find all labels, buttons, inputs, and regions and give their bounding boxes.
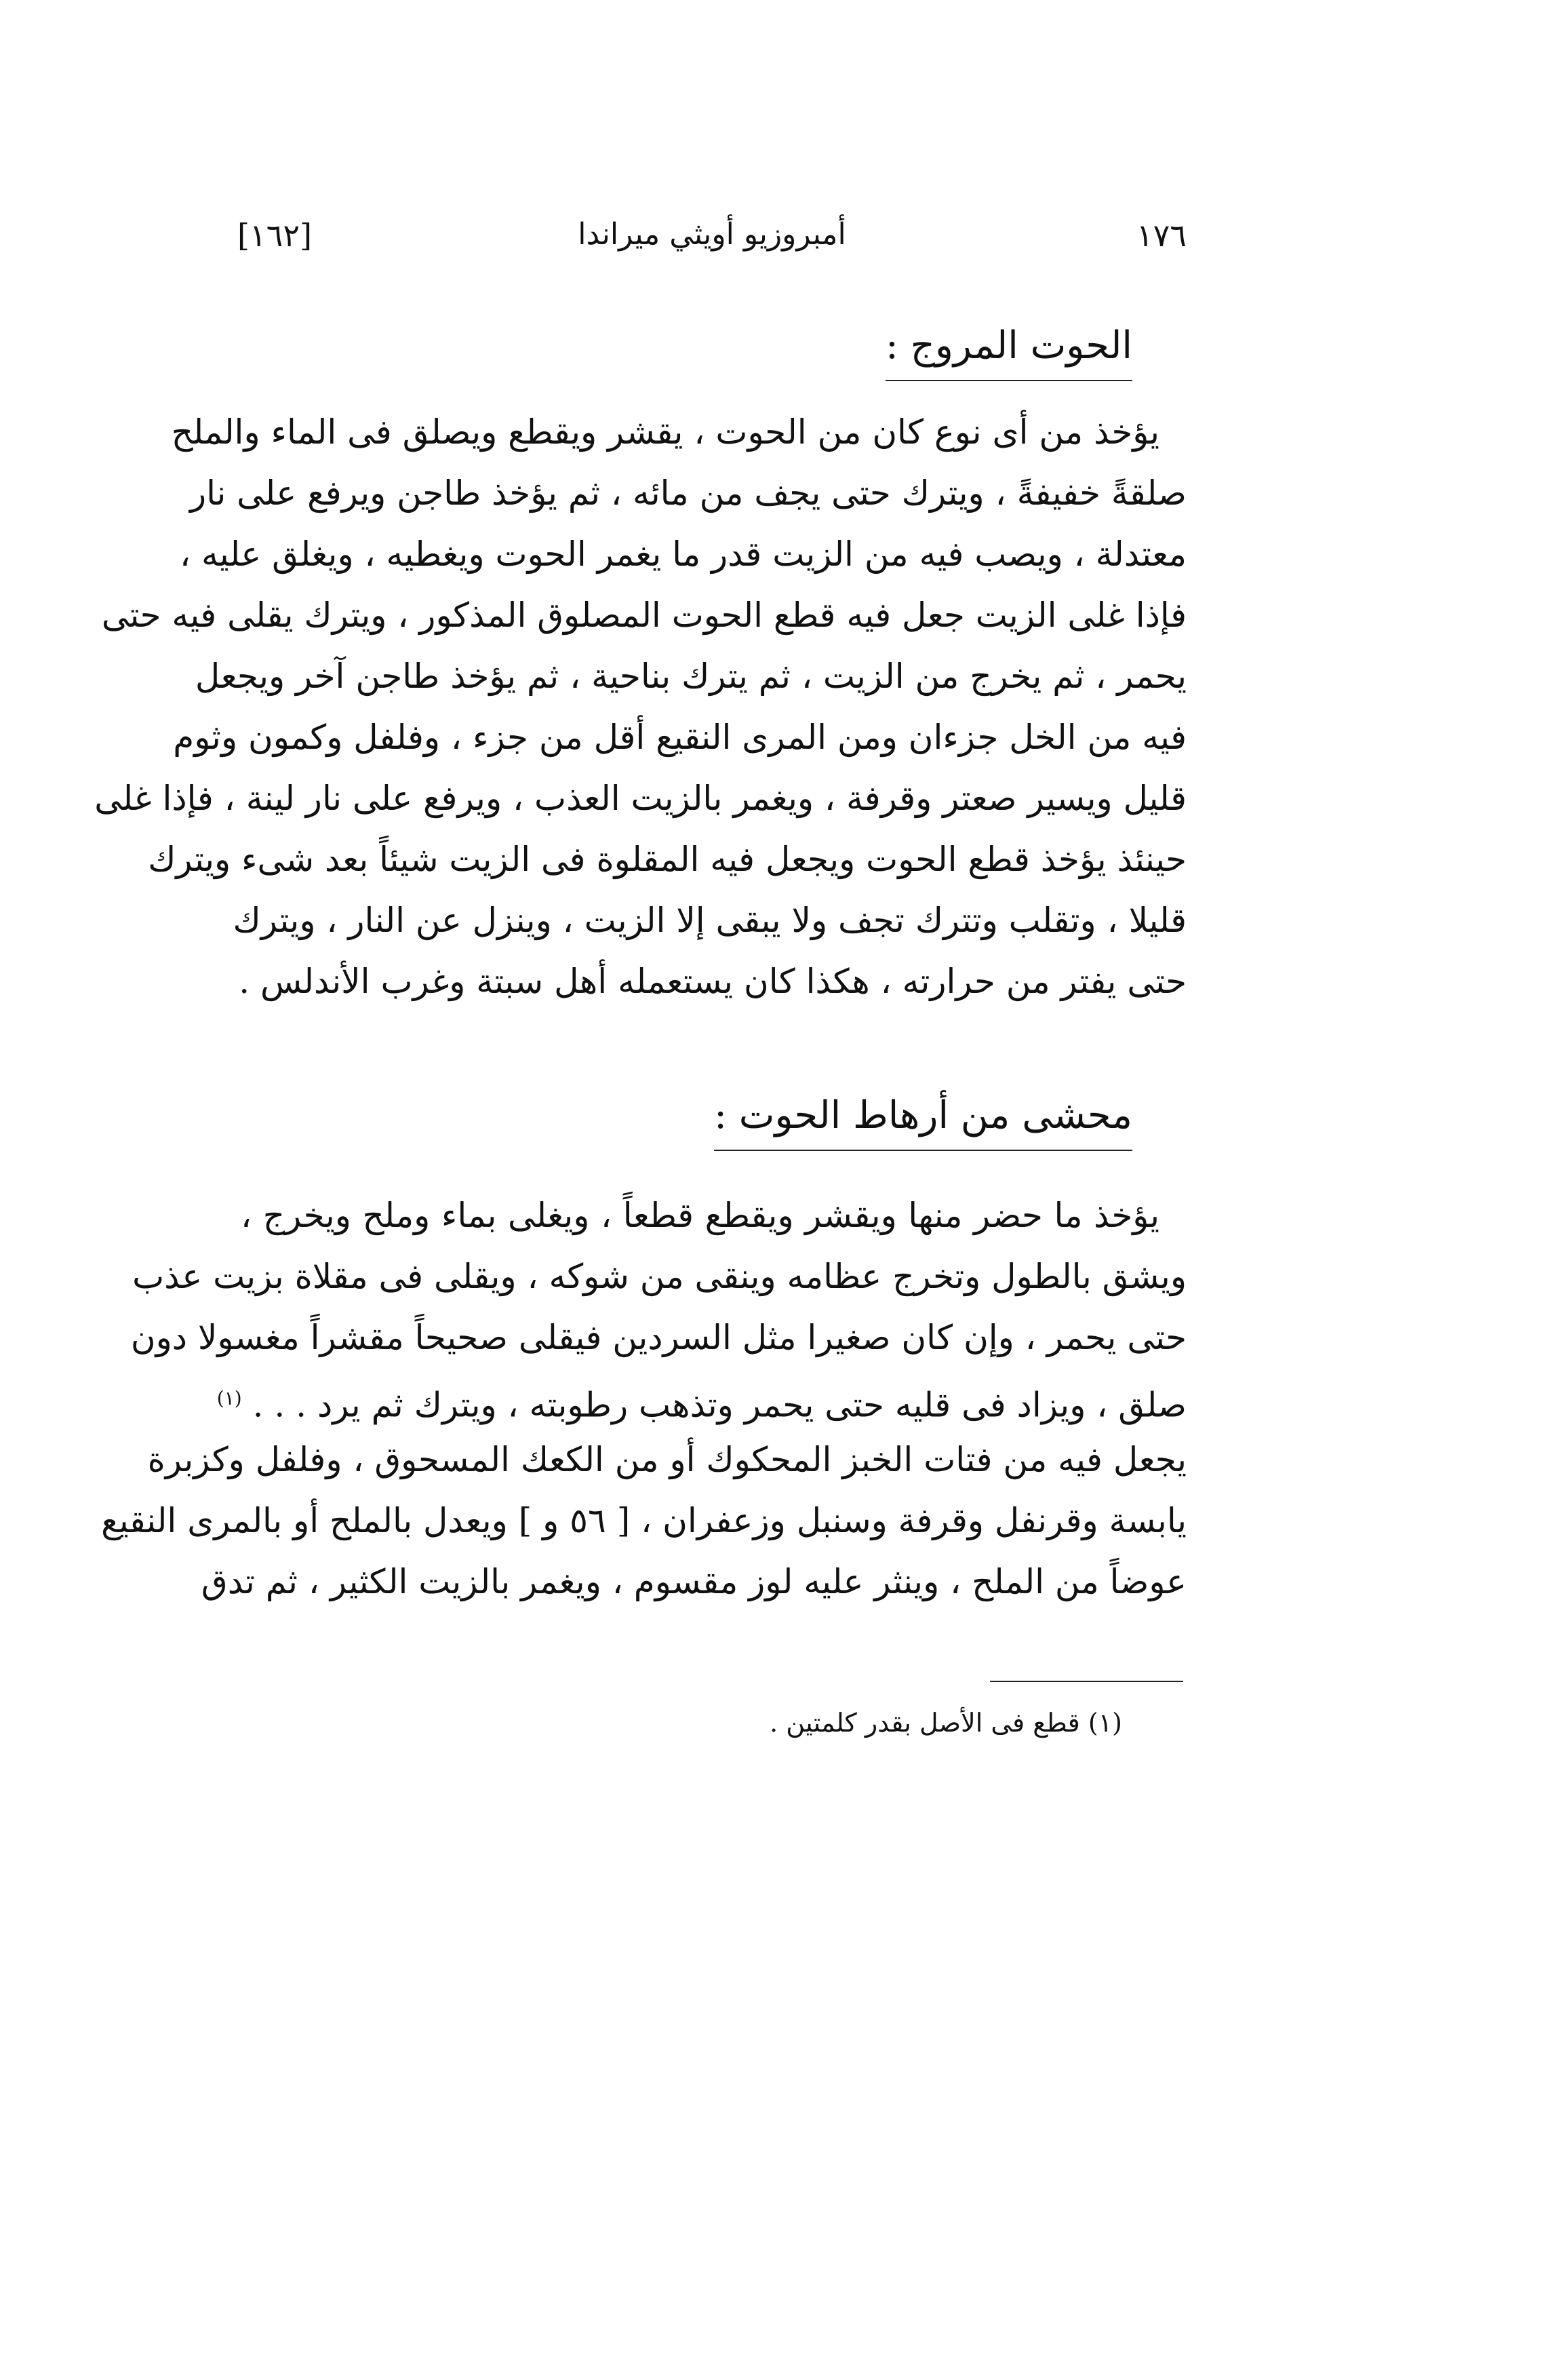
page-number: ١٧٦ (1136, 217, 1187, 254)
running-head (237, 217, 1187, 271)
text-line: يجعل فيه من فتات الخبز المحكوك أو من الكعك المسحوق ، وفلفل وكزبرة (147, 1440, 1187, 1479)
footnote-marker: (١) (216, 1387, 242, 1409)
text-line: يؤخذ ما حضر منها ويقشر ويقطع قطعاً ، ويغلى بماء وملح ويخرج ، (241, 1196, 1159, 1235)
original-folio: [١٦٢] (237, 217, 313, 254)
text-line: صلقةً خفيفةً ، ويترك حتى يجف من مائه ، ثم يؤخذ طاجن ويرفع على نار (189, 473, 1187, 513)
text-line: ويشق بالطول وتخرج عظامه وينقى من شوكه ، ويقلى فى مقلاة بزيت عذب (132, 1257, 1187, 1296)
running-title: أمبروزيو أويثي ميراندا (578, 217, 846, 252)
text-line: معتدلة ، ويصب فيه من الزيت قدر ما يغمر الحوت ويغطيه ، ويغلق عليه ، (179, 534, 1187, 574)
section-1 (94, 319, 1187, 1012)
footnote: (١) قطع فى الأصل بقدر كلمتين . (770, 1708, 1122, 1738)
text-line: قليل ويسير صعتر وقرفة ، ويغمر بالزيت العذب ، ويرفع على نار لينة ، فإذا غلى (94, 779, 1187, 818)
text-line: فيه من الخل جزءان ومن المرى النقيع أقل من جزء ، وفلفل وكمون وثوم (173, 718, 1187, 757)
footnote-divider (990, 1681, 1183, 1682)
text-line: عوضاً من الملح ، وينثر عليه لوز مقسوم ، ويغمر بالزيت الكثير ، ثم تدق (201, 1562, 1187, 1601)
text-line: حتى يحمر ، وإن كان صغيرا مثل السردين فيقلى صحيحاً مقشراً مغسولا دون (130, 1318, 1187, 1357)
section-heading: محشى من أرهاط الحوت : (714, 1089, 1132, 1151)
line-text: صلق ، ويزاد فى قليه حتى يحمر وتذهب رطوبته ، ويترك ثم يرد . . . (252, 1385, 1187, 1425)
section-heading: الحوت المروج : (886, 319, 1132, 381)
text-line (216, 1368, 1187, 1429)
text-line: يحمر ، ثم يخرج من الزيت ، ثم يترك بناحية ، ثم يؤخذ طاجن آخر ويجعل (195, 657, 1187, 696)
text-line: فإذا غلى الزيت جعل فيه قطع الحوت المصلوق المذكور ، ويترك يقلى فيه حتى (101, 596, 1187, 635)
text-line: حتى يفتر من حرارته ، هكذا كان يستعمله أهل سبتة وغرب الأندلس . (239, 962, 1187, 1001)
text-line: يابسة وقرنفل وقرفة وسنبل وزعفران ، [ ٥٦ و ] ويعدل بالملح أو بالمرى النقيع (101, 1501, 1187, 1540)
text-line: يؤخذ من أى نوع كان من الحوت ، يقشر ويقطع ويصلق فى الماء والملح (171, 412, 1159, 452)
text-line: حينئذ يؤخذ قطع الحوت ويجعل فيه المقلوة فى الزيت شيئاً بعد شىء ويترك (148, 840, 1187, 879)
text-line: قليلا ، وتقلب وتترك تجف ولا يبقى إلا الزيت ، وينزل عن النار ، ويترك (233, 901, 1187, 940)
section-2 (101, 1089, 1187, 1612)
